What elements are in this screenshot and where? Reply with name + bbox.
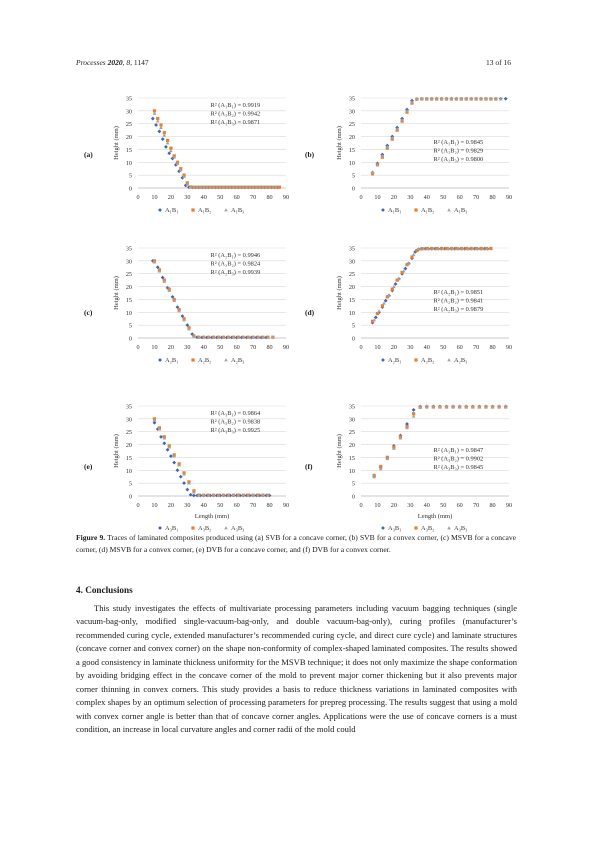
data-point [176, 468, 180, 472]
x-tick-label: 20 [167, 344, 174, 351]
y-tick-label: 20 [125, 134, 132, 142]
legend-marker [381, 526, 385, 530]
r-squared-annotation: R² (A₂B₁) = 0.9851 [433, 289, 484, 296]
y-axis-label: Height (mm) [113, 126, 120, 160]
legend-entry: A₃B₁ [165, 525, 179, 532]
x-tick-label: 70 [473, 502, 480, 509]
legend-marker [224, 358, 228, 361]
y-tick-label: 25 [348, 121, 355, 129]
x-axis-label: Length (mm) [194, 513, 230, 520]
data-point [182, 481, 186, 485]
data-point [151, 117, 155, 121]
y-tick-label: 0 [128, 185, 132, 193]
r-squared-annotation: R² (A₂B₃) = 0.9939 [210, 269, 261, 277]
legend-entry: A₁B₂ [198, 207, 212, 214]
scatter-chart [305, 90, 530, 240]
y-tick-label: 20 [125, 442, 132, 450]
legend-marker [158, 208, 162, 212]
x-tick-label: 70 [250, 502, 257, 509]
x-tick-label: 80 [266, 194, 273, 201]
legend-entry: A₂B₂ [421, 357, 435, 364]
x-tick-label: 80 [489, 344, 496, 351]
panel-label: (e) [84, 462, 93, 471]
legend-marker [447, 526, 451, 529]
y-tick-label: 35 [125, 245, 132, 253]
y-tick-label: 30 [348, 258, 355, 266]
x-tick-label: 0 [359, 194, 363, 201]
data-point [157, 130, 161, 134]
section-title: 4. Conclusions [76, 585, 133, 595]
y-tick-label: 15 [125, 146, 132, 154]
x-tick-label: 60 [456, 194, 463, 201]
scatter-chart [82, 240, 307, 390]
x-tick-label: 50 [440, 502, 447, 509]
legend-entry: A₁B₂ [421, 207, 435, 214]
legend-marker [414, 526, 417, 529]
y-tick-label: 25 [125, 271, 132, 279]
r-squared-annotation: R² (A₁B₂) = 0.9942 [210, 110, 261, 118]
legend-entry: A₃B₃ [454, 525, 468, 532]
scatter-chart [82, 398, 307, 548]
legend-marker [158, 526, 162, 530]
data-point [376, 312, 379, 315]
y-axis-label: Height (mm) [336, 126, 343, 160]
data-point [504, 97, 508, 101]
data-point [179, 475, 183, 479]
x-tick-label: 90 [282, 502, 290, 509]
panel-label: (a) [84, 150, 93, 159]
x-tick-label: 60 [456, 344, 463, 351]
x-tick-label: 60 [233, 502, 240, 509]
x-tick-label: 40 [200, 344, 207, 351]
y-tick-label: 30 [348, 108, 355, 116]
panel-label: (d) [305, 308, 315, 317]
legend-entry: A₂B₃ [231, 357, 245, 364]
x-tick-label: 10 [151, 344, 158, 351]
data-point [192, 494, 196, 498]
x-tick-label: 10 [151, 194, 158, 201]
x-tick-label: 40 [423, 194, 430, 201]
legend-entry: A₂B₁ [165, 357, 179, 364]
x-tick-label: 40 [423, 344, 430, 351]
x-tick-label: 20 [390, 502, 397, 509]
y-tick-label: 10 [348, 467, 355, 475]
y-tick-label: 10 [125, 309, 132, 317]
r-squared-annotation: R² (A₃B₃) = 0.9845 [433, 464, 484, 472]
x-tick-label: 0 [359, 344, 363, 351]
r-squared-annotation: R² (A₁B₁) = 0.9919 [210, 102, 261, 109]
scatter-chart [305, 240, 530, 390]
y-tick-label: 5 [128, 480, 132, 488]
legend-entry: A₁B₃ [454, 207, 468, 214]
legend-entry: A₁B₁ [388, 207, 402, 214]
data-point [391, 288, 394, 291]
x-tick-label: 20 [167, 502, 174, 509]
y-tick-label: 15 [125, 454, 132, 462]
y-tick-label: 0 [351, 493, 355, 501]
legend-marker [447, 208, 451, 211]
legend-entry: A₁B₁ [165, 207, 179, 214]
x-axis-label: Length (mm) [417, 513, 453, 520]
x-tick-label: 30 [184, 194, 191, 201]
y-tick-label: 5 [128, 172, 132, 180]
y-axis-label: Height (mm) [336, 434, 343, 468]
y-tick-label: 0 [128, 493, 132, 501]
y-tick-label: 35 [125, 403, 132, 411]
y-tick-label: 10 [125, 467, 132, 475]
data-point [185, 488, 189, 492]
x-tick-label: 30 [407, 194, 414, 201]
r-squared-annotation: R² (A₁B₃) = 0.9871 [210, 119, 261, 127]
data-point [412, 408, 416, 412]
data-point [489, 247, 492, 250]
r-squared-annotation: R² (A₂B₁) = 0.9946 [210, 252, 261, 259]
x-tick-label: 60 [233, 344, 240, 351]
data-point [410, 255, 413, 258]
y-tick-label: 25 [348, 429, 355, 437]
x-tick-label: 90 [505, 344, 513, 351]
x-tick-label: 70 [250, 194, 257, 201]
running-header-journal: Processes 2020, 8, 1147 [76, 58, 149, 67]
r-squared-annotation: R² (A₂B₂) = 0.9824 [210, 260, 261, 268]
x-tick-label: 80 [266, 344, 273, 351]
data-point [159, 435, 163, 439]
data-point [161, 137, 165, 141]
y-tick-label: 15 [348, 296, 355, 304]
x-tick-label: 50 [217, 502, 224, 509]
y-tick-label: 10 [348, 159, 355, 167]
x-tick-label: 80 [489, 194, 496, 201]
x-tick-label: 30 [184, 344, 191, 351]
legend-marker [224, 208, 228, 211]
legend-marker [381, 358, 385, 362]
legend-entry: A₃B₂ [198, 525, 212, 532]
x-tick-label: 20 [167, 194, 174, 201]
panel-label: (b) [305, 150, 315, 159]
y-tick-label: 15 [348, 454, 355, 462]
x-tick-label: 30 [184, 502, 191, 509]
x-tick-label: 50 [217, 344, 224, 351]
legend-entry: A₂B₃ [454, 357, 468, 364]
legend-entry: A₃B₂ [421, 525, 435, 532]
chart-panel-a [82, 90, 307, 240]
r-squared-annotation: R² (A₃B₁) = 0.9847 [433, 447, 484, 454]
y-tick-label: 20 [348, 442, 355, 450]
data-point [278, 186, 281, 189]
scatter-chart [305, 398, 530, 548]
y-tick-label: 25 [125, 121, 132, 129]
scatter-chart [82, 90, 307, 240]
y-tick-label: 35 [125, 95, 132, 103]
x-tick-label: 30 [407, 344, 414, 351]
x-tick-label: 40 [200, 502, 207, 509]
data-point [164, 145, 168, 149]
x-tick-label: 80 [489, 502, 496, 509]
r-squared-annotation: R² (A₃B₃) = 0.9925 [210, 427, 261, 435]
x-tick-label: 0 [359, 502, 363, 509]
x-tick-label: 90 [282, 344, 290, 351]
y-tick-label: 25 [125, 429, 132, 437]
y-tick-label: 10 [125, 159, 132, 167]
legend-marker [381, 208, 385, 212]
y-tick-label: 5 [351, 322, 355, 330]
chart-panel-d [305, 240, 530, 390]
x-tick-label: 70 [473, 194, 480, 201]
data-point [377, 309, 381, 312]
y-tick-label: 15 [348, 146, 355, 154]
running-header-page: 13 of 16 [486, 58, 511, 67]
chart-panel-f [305, 398, 530, 548]
y-tick-label: 30 [125, 416, 132, 424]
y-tick-label: 30 [125, 108, 132, 116]
r-squared-annotation: R² (A₂B₃) = 0.9879 [433, 306, 484, 314]
chart-panel-e [82, 398, 307, 548]
y-tick-label: 15 [125, 296, 132, 304]
y-tick-label: 20 [348, 284, 355, 292]
y-tick-label: 0 [128, 335, 132, 343]
x-tick-label: 90 [505, 502, 513, 509]
panel-label: (c) [84, 308, 93, 317]
y-tick-label: 35 [348, 95, 355, 103]
r-squared-annotation: R² (A₃B₂) = 0.9838 [210, 418, 261, 426]
x-tick-label: 0 [136, 344, 140, 351]
x-tick-label: 10 [151, 502, 158, 509]
y-tick-label: 35 [348, 403, 355, 411]
x-tick-label: 60 [233, 194, 240, 201]
data-point [381, 304, 384, 307]
x-tick-label: 50 [440, 194, 447, 201]
r-squared-annotation: R² (A₁B₃) = 0.9800 [433, 156, 484, 164]
x-tick-label: 40 [200, 194, 207, 201]
x-tick-label: 60 [456, 502, 463, 509]
y-tick-label: 5 [351, 172, 355, 180]
legend-marker [414, 358, 417, 361]
x-tick-label: 10 [374, 502, 381, 509]
legend-marker [447, 358, 451, 361]
y-tick-label: 5 [128, 322, 132, 330]
x-tick-label: 40 [423, 502, 430, 509]
chart-panel-c [82, 240, 307, 390]
legend-marker [191, 358, 194, 361]
y-tick-label: 20 [348, 134, 355, 142]
y-tick-label: 0 [351, 185, 355, 193]
y-tick-label: 30 [125, 258, 132, 266]
y-tick-label: 35 [348, 245, 355, 253]
r-squared-annotation: R² (A₃B₁) = 0.9864 [210, 410, 261, 417]
x-tick-label: 90 [505, 194, 513, 201]
x-tick-label: 90 [282, 194, 290, 201]
x-tick-label: 0 [136, 194, 140, 201]
x-tick-label: 50 [440, 344, 447, 351]
y-tick-label: 0 [351, 335, 355, 343]
x-tick-label: 0 [136, 502, 140, 509]
series-1 [151, 117, 280, 190]
y-tick-label: 10 [348, 309, 355, 317]
chart-panel-b [305, 90, 530, 240]
y-axis-label: Height (mm) [336, 276, 343, 310]
data-point [172, 461, 176, 465]
legend-marker [224, 526, 228, 529]
legend-marker [158, 358, 162, 362]
r-squared-annotation: R² (A₃B₂) = 0.9902 [433, 455, 484, 463]
y-axis-label: Height (mm) [113, 434, 120, 468]
x-tick-label: 70 [250, 344, 257, 351]
r-squared-annotation: R² (A₁B₂) = 0.9829 [433, 147, 484, 155]
x-tick-label: 10 [374, 194, 381, 201]
x-tick-label: 20 [390, 194, 397, 201]
r-squared-annotation: R² (A₂B₂) = 0.9841 [433, 297, 484, 305]
legend-entry: A₁B₃ [231, 207, 245, 214]
legend-entry: A₂B₁ [388, 357, 402, 364]
y-axis-label: Height (mm) [113, 276, 120, 310]
y-tick-label: 30 [348, 416, 355, 424]
y-tick-label: 5 [351, 480, 355, 488]
x-tick-label: 10 [374, 344, 381, 351]
legend-marker [414, 208, 417, 211]
x-tick-label: 70 [473, 344, 480, 351]
x-tick-label: 50 [217, 194, 224, 201]
legend-marker [191, 526, 194, 529]
y-tick-label: 20 [125, 284, 132, 292]
x-tick-label: 20 [390, 344, 397, 351]
legend-marker [191, 208, 194, 211]
legend-entry: A₃B₁ [388, 525, 402, 532]
legend-entry: A₂B₂ [198, 357, 212, 364]
x-tick-label: 80 [266, 502, 273, 509]
figure-caption: Figure 9. Traces of laminated composites produced using (a) SVB for a concave corner, (b) SVB for a convex corner, (c) MSVB for a concave corner, (d) MSVB for a convex corner, (e) DVB for a concave corner, and (f) DVB for a convex corner. [76, 533, 516, 554]
x-tick-label: 30 [407, 502, 414, 509]
r-squared-annotation: R² (A₁B₁) = 0.9845 [433, 139, 484, 146]
body-paragraph: This study investigates the effects of multivariate processing parameters including vacuum bagging techniques (single vacuum-bag-only, modified single-vacuum-bag-only, and double vacuum-bag-only), curing profiles (manufacturer’s recommended curing cycle, extended manufacturer’s recommended curing cycle, and direct cure cycle) and laminate structures (concave corner and convex corner) on the shape non-conformity of complex-shaped laminated composites. The results showed a good consistency in laminate thickness uniformity for the MSVB technique; it does not only maximize the shape conformation by avoiding bridging effect in the concave corner of the mold to prevent major corner thickening but it also prevents major corner thinning in convex corners. This study provides a basis to reduce thickness variations in laminated composites with complex shapes by an optimum selection of processing parameters for prepreg processing. The results suggest that using a mold with convex corner angle is better than that of concave corner angles. Applications were the use of concave corners is a must condition, an increase in local curvature angles and corner radii of the mold could [76, 603, 517, 735]
y-tick-label: 25 [348, 271, 355, 279]
panel-label: (f) [305, 462, 313, 471]
legend-entry: A₃B₃ [231, 525, 245, 532]
